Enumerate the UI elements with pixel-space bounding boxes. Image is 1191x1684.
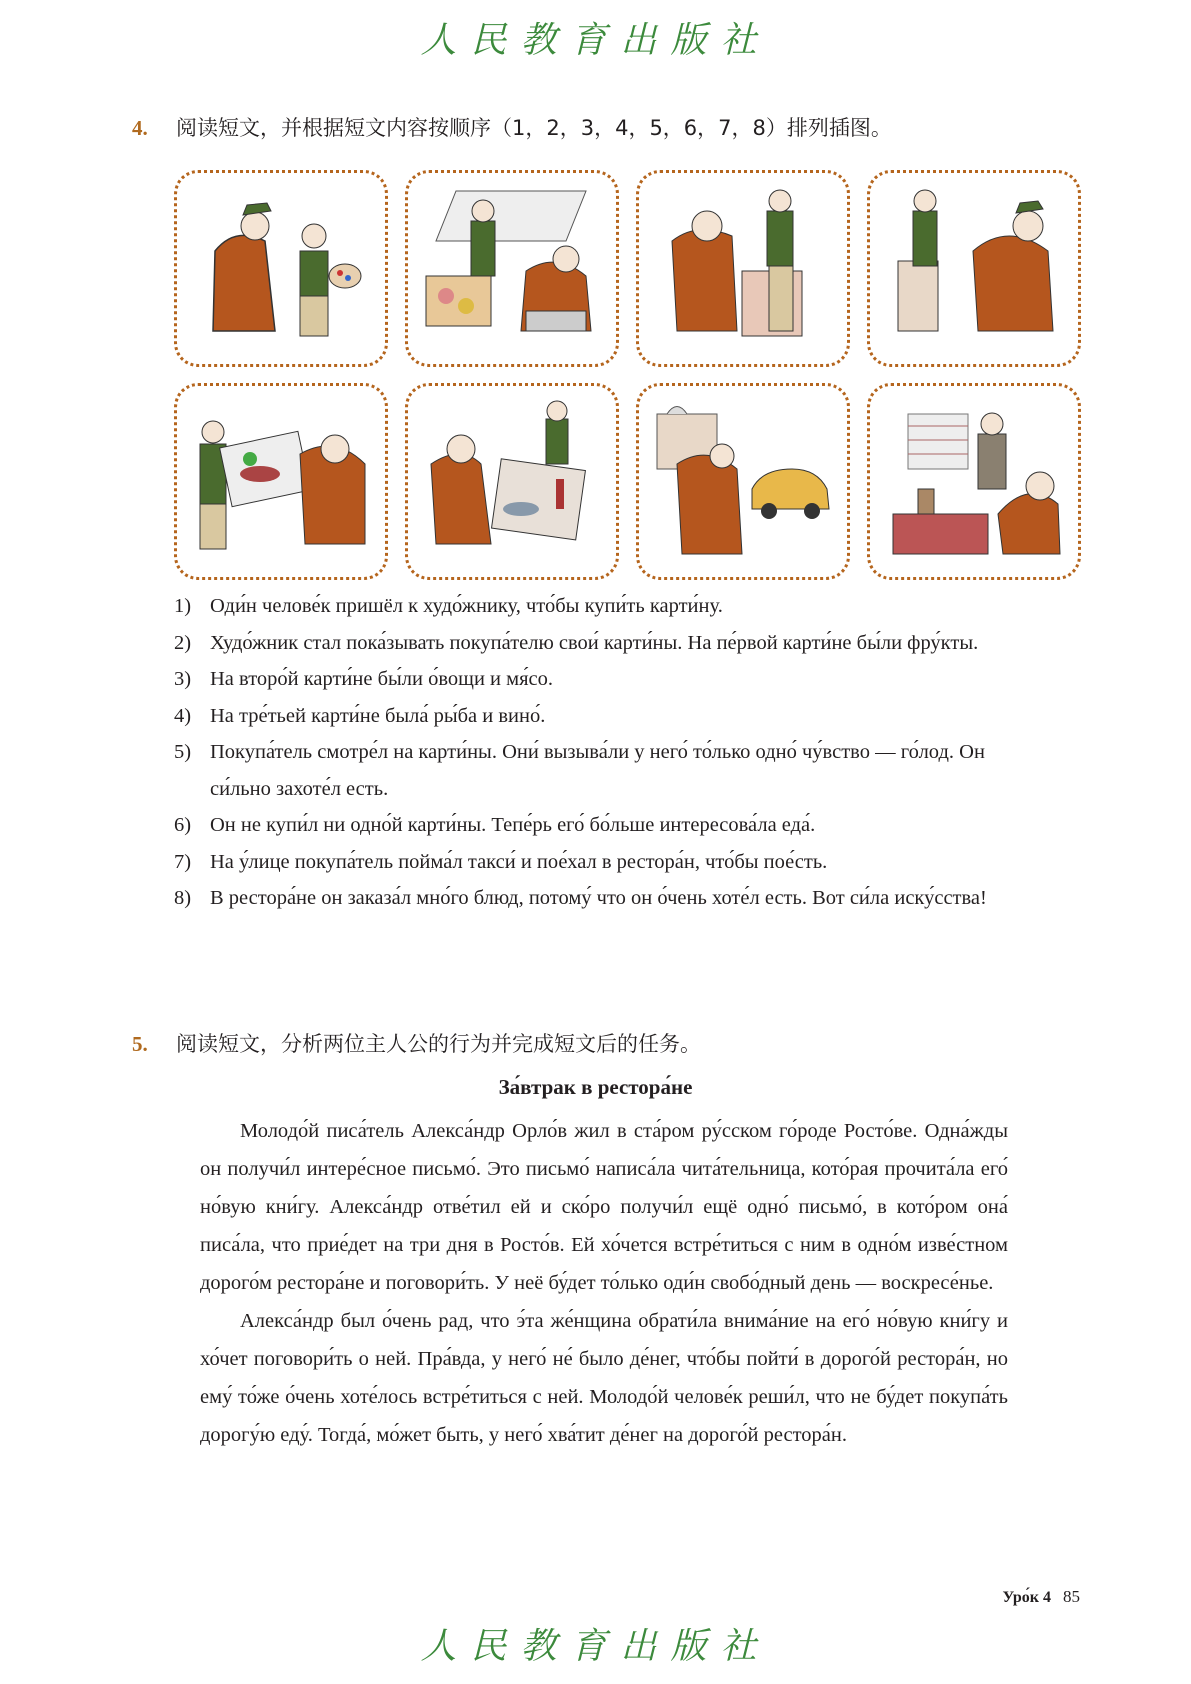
lesson-label: Уро́к 4 [1002, 1589, 1051, 1606]
story-paragraph: Алекса́ндр был о́чень рад, что э́та же́нщина обрати́ла внима́ние на его́ но́вую кни́гу и хо́чет поговори́ть о ней. Пра́вда, у него́ не́ было де́нег, что́бы пойти́ в дорого́й рестора́н, но ему́ то́же о́чень хоте́лось встре́титься с ней. Молодо́й челове́к реши́л, что не бу́дет покупа́ть дорогу́ю еду́. Тогда́, мо́жет быть, у него́ хва́тит де́нег на дорого́й рестора́н. [200, 1310, 1008, 1446]
item-number: 3) [174, 668, 192, 690]
illustration-card [174, 383, 388, 580]
list-item [174, 844, 1044, 881]
illustration-vegetables-painting [185, 394, 377, 569]
illustration-card [867, 383, 1081, 580]
item-text: На у́лице покупа́тель пойма́л такси́ и пое́хал в рестора́н, что́бы пое́сть. [210, 850, 828, 873]
task-4-heading [132, 112, 892, 142]
item-number: 4) [174, 704, 192, 727]
illustration-taxi [647, 394, 839, 569]
illustration-card [174, 170, 388, 367]
item-text: Оди́н челове́к пришёл к худо́жнику, что́бы купи́ть карти́ну. [210, 595, 723, 617]
illustration-restaurant [878, 394, 1070, 569]
item-text: На второ́й карти́не бы́ли о́вощи и мя́со. [210, 668, 554, 690]
story-text [200, 1112, 1008, 1454]
item-text: Покупа́тель смотре́л на карти́ны. Они́ вызыва́ли у него́ то́лько одно́ чу́вство — го́лод. Он си́льно захоте́л есть. [210, 741, 985, 800]
task-4-number: 4. [132, 116, 148, 140]
illustration-grid [174, 170, 1080, 580]
task-5-instruction: 阅读短文，分析两位主人公的行为并完成短文后的任务。 [176, 1032, 701, 1056]
item-number: 1) [174, 595, 192, 617]
illustration-buyer-leaves [878, 181, 1070, 356]
list-item [174, 807, 1044, 844]
list-item [174, 625, 1044, 662]
task-4-sentence-list [174, 588, 1044, 917]
story-title: За́втрак в рестора́не [498, 1075, 693, 1099]
illustration-fruit-painting [416, 181, 608, 356]
page-number: 85 [1063, 1587, 1080, 1606]
illustration-card [405, 170, 619, 367]
illustration-fish-wine-painting [416, 394, 608, 569]
illustration-buyer-greets-artist [185, 181, 377, 356]
task-5-heading [132, 1028, 701, 1058]
story-paragraph: Молодо́й писа́тель Алекса́ндр Орло́в жил в ста́ром ру́сском го́роде Росто́ве. Одна́жды он получи́л интере́сное письмо́. Это письмо́ написа́ла чита́тельница, кото́рая прочита́ла его́ но́вую кни́гу. Алекса́ндр отве́тил ей и ско́ро получи́л ещё одно́ письмо́, в кото́ром она́ писа́ла, что прие́дет на три дня в Росто́в. Ей хо́чется встре́титься с ним в одно́м изве́стном дорого́м рестора́не и поговори́ть. У неё бу́дет то́лько оди́н свобо́дный день — воскресе́нье. [200, 1120, 1008, 1294]
publisher-logo-bottom: 人民教育出版社 [420, 1626, 771, 1667]
illustration-card [867, 170, 1081, 367]
task-4-instruction: 阅读短文，并根据短文内容按顺序（1，2，3，4，5，6，7，8）排列插图。 [176, 116, 892, 140]
item-number: 5) [174, 741, 192, 763]
item-number: 8) [174, 887, 192, 909]
list-item [174, 880, 1044, 917]
item-text: Он не купи́л ни одно́й карти́ны. Тепе́рь его́ бо́льше интересова́ла еда́. [210, 814, 816, 836]
item-number: 7) [174, 850, 192, 873]
illustration-card [636, 170, 850, 367]
item-text: В рестора́не он заказа́л мно́го блюд, потому́ что он о́чень хоте́л есть. Вот си́ла иску́сства! [210, 887, 987, 909]
illustration-card [405, 383, 619, 580]
item-text: Худо́жник стал пока́зывать покупа́телю свои́ карти́ны. На пе́рвой карти́не бы́ли фру́кты. [210, 631, 979, 654]
list-item [174, 698, 1044, 735]
page-footer [1002, 1587, 1080, 1607]
item-text: На тре́тьей карти́не была́ ры́ба и вино́. [210, 704, 546, 727]
publisher-logo-top: 人民教育出版社 [420, 20, 771, 61]
list-item [174, 588, 1044, 625]
list-item [174, 734, 1044, 807]
list-item [174, 661, 1044, 698]
illustration-meat-painting [647, 181, 839, 356]
item-number: 6) [174, 814, 192, 836]
item-number: 2) [174, 631, 192, 654]
illustration-card [636, 383, 850, 580]
task-5-number: 5. [132, 1032, 148, 1056]
